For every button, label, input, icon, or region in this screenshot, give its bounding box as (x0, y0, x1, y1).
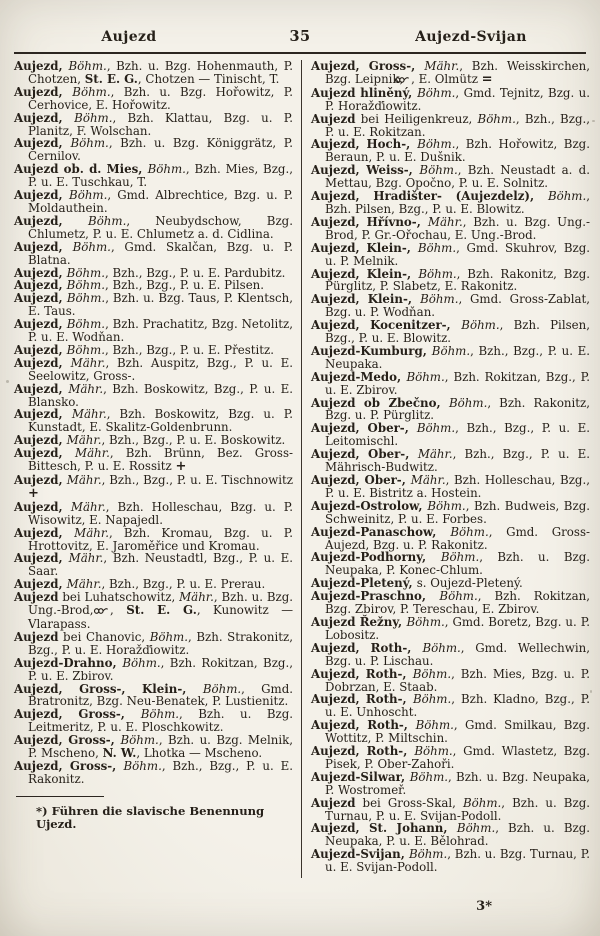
entry (311, 371, 590, 397)
entry-text: , Bzh. Pilsen, Bzg., P. u. E. Blowitz. (325, 318, 590, 346)
entry-text: Aujezd, (14, 84, 73, 99)
entry-text: Aujezd-Silwar, (311, 769, 410, 784)
entry-text: , Bzh. Neustadtl, Bzg., P. u. E. Saar. (28, 551, 293, 579)
entry-text: = (481, 71, 492, 87)
entry-text: , Kunowitz — Vlarapass. (28, 603, 293, 631)
entry-text: Böhm. (427, 498, 466, 513)
entry-text: , Bzh. Rokitzan, Bzg., P. u. E. Zbirov. (28, 655, 293, 683)
entry-text: , Bzh., Bzg., P. u. E. Rokitzan. (325, 111, 590, 139)
footnote-rule (16, 796, 104, 797)
entry-text: , Bzh. Rokitzan, Bzg. Zbirov, P. Tereschau, E. Zbirov. (325, 589, 591, 617)
entry-text: Aujezd ob Zbečno, (311, 395, 450, 410)
entry-text: Mähr. (417, 447, 453, 462)
entry-text: , Gmd. Smilkau, Bzg. Wottitz, P. Miltschin. (325, 718, 590, 746)
entry-text: , Bzh., Bzg., P. u. E. Rakonitz. (28, 758, 293, 786)
entry-text: , Gmd. Skalčan, Bzg. u. P. Blatna. (28, 239, 293, 267)
entry-text: Böhm. (418, 266, 457, 281)
entry-text: , Bzh. u. Bzg. Taus, P. Klentsch, E. Taus. (28, 291, 293, 319)
entry-text: , Bzh. Weisskirchen, Bzg. Leipnik, (325, 59, 590, 86)
entry-text: , Bzh. Auspitz, Bzg., P. u. E. Seelowitz, Gross-. (28, 355, 293, 383)
entry-text: Böhm. (414, 744, 453, 759)
entry-text: Böhm. (456, 821, 496, 836)
entry-text: Aujezd, (14, 342, 67, 357)
entry (14, 112, 293, 138)
entry-text: Böhm. (66, 317, 106, 332)
entry-text: , Bzh. Holleschau, Bzg. u. P. Wisowitz, E. Napajedl. (28, 499, 293, 527)
entry (311, 242, 590, 268)
entry-text: Böhm. (417, 137, 456, 152)
entry-text: Böhm. (408, 847, 448, 862)
entry-text: Aujezd, Weiss-, (311, 163, 420, 178)
entry-text: bei Chanovic, (58, 629, 150, 644)
entry-text: , Bzh. Rokitzan, Bzg., P. u. E. Zbirov. (325, 369, 590, 397)
entry-text: , Bzh., Bzg., P. u. E. Pardubitz. (104, 265, 286, 280)
entry (311, 719, 590, 745)
entry-text: Mähr. (66, 473, 102, 487)
entry (311, 771, 590, 797)
entry-text: , Bzh. u. Bzg. Ung.-Brod, P. Gr.-Ořochau, E. Ung.-Brod. (325, 214, 591, 242)
entry (311, 526, 590, 552)
header-rule (14, 52, 586, 54)
entry-text: Aujezd, (14, 577, 67, 592)
entry-text: , Bzh. Rakonitz, Bzg. Pürglitz, P. Slabetz, E. Rakonitz. (325, 266, 590, 294)
entry-text: Aujezd, Roth-, (311, 666, 413, 681)
entry (14, 292, 293, 318)
left-column (14, 60, 299, 890)
entry (311, 293, 590, 319)
entry-text: , Bzh. u. Bzg. Ung.-Brod, (28, 590, 294, 618)
signature-mark: 3* (476, 899, 492, 914)
entry-text: , Bzh. u. Bzg. Melnik, P. Mscheno, (28, 733, 293, 761)
entry-text: Mähr. (70, 499, 106, 514)
entry-text: Aujezd, St. Johann, (311, 821, 457, 836)
entry-text: , Bzh. Mies, Bzg., P. u. E. Tuschkau, T. (28, 162, 293, 190)
entry-text: Aujezd-Kumburg, (311, 343, 432, 358)
entry-text: Aujezd Řežny, (311, 614, 407, 629)
entry-text: , Gmd. Wellechwin, Bzg. u. P. Lischau. (325, 640, 590, 668)
entry-text: , Bzh. Brünn, Bez. Gross-Bittesch, P. u. E. Rossitz (28, 446, 293, 474)
entry-text: Böhm. (420, 292, 459, 307)
entry-text: Aujezd, (14, 59, 69, 73)
entry-text: Aujezd-Svijan, (311, 847, 409, 862)
entry (311, 668, 590, 694)
entry (14, 657, 293, 683)
entry (311, 345, 590, 371)
entry-text: Aujezd (311, 795, 356, 810)
header-keyword-left: Aujezd (101, 29, 157, 45)
entry-text: , Bzh., Bzg., P. u. E. Prerau. (101, 577, 266, 592)
entry-text: Böhm. (69, 188, 108, 203)
entry-text: bei Luhatschowitz, (58, 590, 180, 605)
entry-text: Aujezd-Medo, (311, 369, 407, 384)
entry-text: , Bzh., Bzg., P. u. E. Přestitz. (104, 342, 274, 357)
entry-text: , Gmd. Boretz, Bzg. u. P. Lobositz. (325, 614, 590, 642)
entry-text: Aujezd, Kocenitzer-, (311, 318, 462, 333)
entry-text: Aujezd, (14, 278, 67, 293)
entry-text: , Bzh. u. Bzg. Hohenmauth, P. Chotzen, (28, 59, 293, 86)
entry-text: bei Gross-Skal, (355, 795, 463, 810)
entry (311, 216, 590, 242)
entry-text: Mähr. (179, 590, 214, 605)
entry-text: , Bzh. Mies, Bzg. u. P. Dobrzan, E. Staab. (325, 666, 590, 694)
text-columns (14, 60, 590, 890)
entry-text: , Gmd. Bratronitz, Bzg. Neu-Benatek, P. Lustienitz. (28, 681, 293, 709)
entry-text: Aujezd, Gross-, (14, 733, 121, 748)
entry (14, 591, 293, 631)
entry-text: , Bzh., Bzg., P. u. E. Mährisch-Budwitz. (325, 447, 590, 475)
entry-text: Böhm. (431, 343, 471, 358)
entry-text: , Bzh. Strakonitz, Bzg., P. u. E. Horažďiowitz. (28, 629, 293, 657)
entry-text: Aujezd, (14, 355, 71, 370)
entry-text: , E. Olmütz (411, 71, 482, 86)
entry-text: Mähr. (66, 433, 102, 448)
entry-text: Aujezd, Gross-, (14, 758, 124, 773)
entry-text: Aujezd, (14, 551, 69, 566)
entry-text: Aujezd, Gross-, (311, 59, 425, 73)
scan-speck (6, 380, 9, 383)
entry (14, 408, 293, 434)
entry-text: Böhm. (123, 758, 162, 773)
entry (14, 474, 293, 501)
entry-text: s. Oujezd-Pletený. (416, 576, 523, 591)
entry-text: Aujezd hliněný, (311, 85, 418, 100)
entry (14, 527, 293, 553)
entry-text: Aujezd-Drahno, (14, 655, 123, 670)
entry-text: Aujezd, (14, 188, 70, 203)
entry-text: , Bzh., Bzg., P. u. E. Boskowitz. (101, 433, 286, 448)
entry-text: , Bzh. u. Bzg. Turnau, P. u. E. Svijan-Podoll. (325, 847, 590, 875)
page-number: 35 (289, 28, 311, 45)
entry (14, 501, 293, 527)
entry (14, 241, 293, 267)
entry-text: , Gmd. Gross-Aujezd, Bzg. u. P. Rakonitz. (325, 524, 590, 552)
entry-text: Mähr. (68, 551, 104, 566)
entry-text: Aujezd, Klein-, (311, 292, 421, 307)
entry-text: Mähr. (74, 525, 109, 540)
entry-text: , Bzh. Kladno, Bzg., P. u. E. Unhoscht. (325, 692, 590, 720)
entry-text: Böhm. (66, 265, 105, 280)
entry-text: Aujezd, (14, 110, 75, 125)
entry-text: Mähr. (68, 381, 104, 396)
entry (311, 164, 590, 190)
entry-text: Aujezd, Ober-, (311, 421, 417, 436)
footnote-text: *) Führen die slavische Benennung Ujezd. (36, 803, 265, 831)
entry-text: , Bzh. Boskowitz, Bzg., P. u. E. Blansko. (28, 381, 294, 409)
entry (311, 822, 590, 848)
entry-text: Mähr. (410, 473, 446, 487)
entry-text: Böhm. (120, 733, 159, 748)
entry-text: Böhm. (416, 421, 456, 436)
entry (311, 87, 590, 113)
entry-text: Aujezd, (14, 381, 69, 396)
entry-text: Böhm. (417, 240, 457, 255)
entry-text: Böhm. (88, 213, 127, 228)
entry (14, 760, 293, 786)
entry-text: Aujezd, (14, 291, 67, 306)
entry-text: Mähr. (424, 59, 460, 73)
entry (14, 215, 293, 241)
entry-text: Böhm. (462, 795, 502, 810)
entry-text: , Bzh. Rakonitz, Bzg. u. P. Pürglitz. (325, 395, 590, 423)
entry-text: , Gmd. Wlastetz, Bzg. Pisek, P. Ober-Zahoři. (325, 744, 590, 771)
entry-text: Böhm. (66, 342, 105, 357)
header-keyword-right: Aujezd-Svijan (415, 29, 527, 45)
entry-text: Aujezd (311, 111, 356, 126)
entry-text: Böhm. (122, 655, 161, 670)
entry-text: , Gmd. Gross-Zablat, Bzg. u. P. Wodňan. (325, 292, 591, 320)
entry (14, 383, 293, 409)
entry-text: , Lhotka — Mscheno. (136, 746, 263, 761)
entry-text: Böhm. (439, 589, 478, 604)
entry-text: Aujezd, Hřívno-, (311, 214, 428, 229)
entry-text: Böhm. (461, 318, 500, 333)
entry-text: , Chotzen — Tinischt, T. (137, 71, 280, 86)
entry-text: Böhm. (147, 162, 186, 177)
entry-text: Aujezd, (14, 239, 73, 254)
entry-text: Böhm. (422, 640, 461, 655)
entry-text: Böhm. (449, 395, 488, 410)
entry (14, 60, 293, 86)
entry-text: Böhm. (66, 278, 105, 293)
entry-text: Böhm. (419, 163, 458, 178)
entry-text: Aujezd, Ober-, (311, 447, 418, 462)
entry-text: Aujezd, (14, 213, 89, 228)
entry (311, 268, 590, 294)
entry-text: , Bzh., Bzg., P. u. E. Neupaka. (325, 343, 590, 371)
entry-text: Böhm. (70, 136, 109, 151)
entry-text: , Bzh. Klattau, Bzg. u. P. Planitz, F. Wolschan. (28, 110, 294, 138)
entry-text: , Neubydschow, Bzg. Chlumetz, P. u. E. Chlumetz a. d. Cidlina. (28, 213, 293, 241)
entry-text: Böhm. (149, 629, 188, 644)
entry (14, 552, 293, 578)
entry-text: , Bzh. u. Bzg. Hořowitz, P. Čerhovice, E. Hořowitz. (28, 84, 293, 112)
entry-text: Böhm. (66, 291, 106, 306)
entry-text: Böhm. (415, 718, 454, 733)
entry-text: Aujezd-Praschno, (311, 589, 440, 604)
entry (311, 642, 590, 668)
entry (311, 319, 590, 345)
entry (14, 163, 293, 189)
entry-text: Aujezd, Roth-, (311, 744, 415, 759)
entry-text: Aujezd, (14, 525, 75, 540)
entry-text: , Bzh. Holleschau, Bzg., P. u. E. Bistritz a. Hostein. (325, 473, 590, 500)
entry-text: Aujezd-Panaschow, (311, 524, 451, 539)
entry-text: Böhm. (412, 666, 452, 681)
entry-text: Böhm. (417, 85, 456, 100)
entry-text: , Bzh. u. Bzg. Neupaka, P. Wostromeř. (325, 769, 591, 797)
entry-text: Aujezd, (14, 407, 72, 422)
entry-text: , Bzh. u. Bzg. Leitmeritz, P. u. E. Ploschkowitz. (28, 707, 294, 735)
entry (311, 448, 590, 474)
entry (14, 734, 293, 760)
entry (14, 318, 293, 344)
entry (14, 683, 293, 709)
entry-text: Mähr. (70, 355, 106, 370)
entry-text: Mähr. (66, 577, 102, 592)
entry-text: Böhm. (406, 369, 445, 384)
page-header (15, 28, 585, 45)
entry-text: Böhm. (412, 692, 452, 707)
entry (311, 693, 590, 719)
entry (14, 447, 293, 474)
entry (14, 137, 293, 163)
entry-text: St. E. G. (126, 603, 197, 618)
entry-text: , Bzh. u. Bzg. Neupaka, P. Konec-Chlum. (325, 550, 591, 578)
entry-text: Aujezd, Roth-, (311, 692, 413, 707)
entry-text: St. E. G. (84, 71, 138, 86)
entry-text: Aujezd-Podhorny, (311, 550, 441, 565)
entry-text: Mähr. (427, 214, 463, 229)
entry-text: , Bzh. Budweis, Bzg. Schweinitz, P. u. E. Forbes. (325, 498, 590, 526)
entry (311, 60, 590, 87)
column-divider (301, 60, 302, 878)
entry-text: Aujezd, Klein-, (311, 240, 418, 255)
entry-text: bei Heiligenkreuz, (355, 111, 478, 126)
entry-text: Böhm. (202, 681, 242, 696)
footnote-block (14, 790, 295, 831)
entry-text: Aujezd, Roth-, (311, 718, 416, 733)
entry-text: Aujezd (14, 629, 59, 644)
entry-text: Aujezd, (14, 317, 67, 332)
entry-text: , Bzh. Pilsen, Bzg., P. u. E. Blowitz. (325, 189, 590, 216)
entry-text: , Gmd. Skuhrov, Bzg. u. P. Melnik. (325, 240, 591, 268)
entry-text: , Bzh., Bzg., P. u. E. Tischnowitz (101, 473, 293, 487)
entry-text: Aujezd, (14, 473, 67, 487)
entry-text: Aujezd ob. d. Mies, (14, 162, 148, 177)
entry-text: Aujezd, (14, 136, 71, 151)
entry (311, 745, 590, 771)
entry (311, 551, 590, 577)
entry-text: , Bzh. u. Bzg. Neupaka, P. u. E. Bělohrad. (325, 821, 590, 849)
entry-text: Böhm. (547, 189, 587, 204)
entry-text: + (175, 459, 186, 475)
entry-text: Böhm. (74, 110, 113, 125)
entry-text: Aujezd, (14, 499, 71, 514)
entry-text: Aujezd, Hoch-, (311, 137, 418, 152)
entry-text: Mähr. (75, 446, 110, 461)
entry-text: , Bzh. Hořowitz, Bzg. Beraun, P. u. E. Dušnik. (325, 137, 590, 165)
entry-text: , Bzh., Bzg., P. u. E. Pilsen. (104, 278, 265, 293)
posthorn-icon (107, 605, 109, 618)
scan-speck (592, 120, 595, 122)
entry (311, 797, 590, 823)
right-column (304, 60, 590, 890)
entry-text: Böhm. (68, 59, 107, 73)
entry-text: Böhm. (72, 84, 111, 99)
entry-text: Aujezd-Pletený, (311, 576, 417, 591)
entry-text: Mähr. (71, 407, 107, 422)
entry-text: + (28, 485, 38, 501)
entry (311, 113, 590, 139)
entry (311, 138, 590, 164)
scan-speck (590, 690, 592, 693)
entry-text: , Bzh. Boskowitz, Bzg. u. P. Kunstadt, E. Skalitz-Goldenbrunn. (28, 407, 293, 435)
entry (14, 708, 293, 734)
entry-text: , Bzh. Prachatitz, Bzg. Netolitz, P. u. E. Wodňan. (28, 317, 293, 345)
entry (311, 848, 590, 874)
entry (14, 357, 293, 383)
entry-text: Aujezd, (14, 433, 67, 448)
entry-text: Aujezd, Roth-, (311, 640, 423, 655)
entry (14, 86, 293, 112)
entry-text: Aujezd, Klein-, (311, 266, 419, 281)
entry (311, 616, 590, 642)
entry-text: Aujezd, Ober-, (311, 473, 411, 487)
entry (311, 422, 590, 448)
entry (311, 190, 590, 216)
entry-text: , Gmd. Tejnitz, Bzg. u. P. Horažďiowitz. (325, 85, 590, 113)
entry-text: Aujezd, Gross-, Klein-, (14, 681, 203, 696)
entry-text: , Bzh. u. Bzg. Königgrätz, P. Černilov. (28, 136, 293, 164)
entry-text: , (110, 603, 127, 618)
entry (311, 500, 590, 526)
entry-text: Aujezd (14, 590, 59, 605)
entry-text: Böhm. (440, 550, 480, 565)
entry-text: Böhm. (140, 707, 180, 722)
entry-text: Aujezd-Ostrolow, (311, 498, 428, 513)
entry-text: Böhm. (409, 769, 449, 784)
entry-text: Aujezd, (14, 265, 67, 280)
entry (311, 474, 590, 500)
entry-text: Böhm. (406, 614, 445, 629)
entry-text: Aujezd, Gross-, (14, 707, 141, 722)
entry (311, 590, 590, 616)
entry (14, 631, 293, 657)
entry-text: , Bzh. Kromau, Bzg. u. P. Hrottovitz, E. Jaroměřice und Kromau. (28, 525, 293, 553)
entry-text: , Gmd. Albrechtice, Bzg. u. P. Moldauthein. (28, 188, 293, 215)
entry-text: , Bzh. Neustadt a. d. Mettau, Bzg. Opočno, P. u. E. Solnitz. (325, 163, 590, 191)
entry-text: Böhm. (450, 524, 489, 539)
entry-text: N. W. (102, 746, 137, 761)
entry (311, 397, 590, 423)
entry (14, 189, 293, 215)
entry-text: Böhm. (72, 239, 111, 254)
entry-text: , Bzh. u. Bzg. Turnau, P. u. E. Svijan-Podoll. (325, 795, 590, 823)
entry-text: Aujezd, Hradišter- (Aujezdelz), (311, 189, 548, 204)
entry-text: Böhm. (477, 111, 516, 126)
entry-text: , Bzh., Bzg., P. u. E. Leitomischl. (325, 421, 590, 449)
entry-text: Aujezd, (14, 446, 76, 461)
